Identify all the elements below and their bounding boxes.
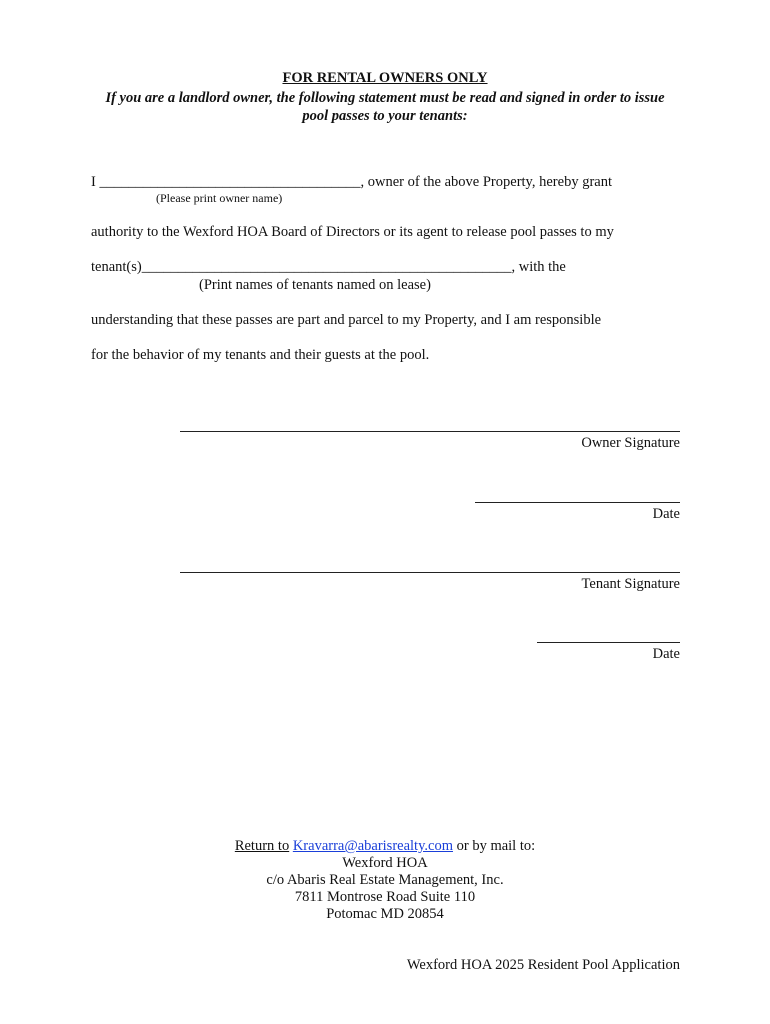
form-subtitle-line1: If you are a landlord owner, the following statement must be read and signed in order to issue <box>105 90 665 106</box>
statement-prefix-i: I <box>91 174 96 190</box>
statement-line-5: for the behavior of my tenants and their guests at the pool. <box>91 347 430 363</box>
statement-tenants-prefix: tenant(s) <box>91 259 142 275</box>
statement-line3-suffix: , with the <box>511 259 566 275</box>
return-suffix: or by mail to: <box>456 838 536 854</box>
statement-line1-suffix: , owner of the above Property, hereby grant <box>360 174 612 190</box>
owner-name-blank[interactable]: ____________________________________ <box>99 174 361 190</box>
owner-signature-label: Owner Signature <box>581 435 680 451</box>
tenant-signature-label: Tenant Signature <box>581 576 680 592</box>
form-title: FOR RENTAL OWNERS ONLY <box>282 70 488 86</box>
return-instructions <box>0 838 770 855</box>
statement-line-3 <box>91 259 566 276</box>
form-subtitle-line2: pool passes to your tenants: <box>302 108 468 124</box>
address-line-3: 7811 Montrose Road Suite 110 <box>294 889 476 905</box>
address-line-2: c/o Abaris Real Estate Management, Inc. <box>266 872 504 888</box>
tenant-signature-line[interactable] <box>180 572 680 573</box>
address-line-1: Wexford HOA <box>342 855 428 871</box>
tenant-names-hint: (Print names of tenants named on lease) <box>199 277 431 293</box>
statement-line-2: authority to the Wexford HOA Board of Directors or its agent to release pool passes to my <box>91 224 614 240</box>
owner-name-hint: (Please print owner name) <box>156 191 283 205</box>
page-footer: Wexford HOA 2025 Resident Pool Application <box>406 957 680 973</box>
statement-line-4: understanding that these passes are part and parcel to my Property, and I am responsible <box>91 312 602 328</box>
return-prefix: Return to <box>234 838 290 854</box>
tenant-date-line[interactable] <box>537 642 680 643</box>
tenant-date-label: Date <box>652 646 680 662</box>
owner-signature-line[interactable] <box>180 431 680 432</box>
owner-date-label: Date <box>652 506 680 522</box>
tenant-names-blank[interactable]: ___________________________________________________ <box>141 259 512 275</box>
email-link[interactable]: Kravarra@abarisrealty.com <box>292 838 453 854</box>
owner-date-line[interactable] <box>475 502 680 503</box>
statement-line-1 <box>91 174 612 191</box>
address-line-4: Potomac MD 20854 <box>326 906 444 922</box>
